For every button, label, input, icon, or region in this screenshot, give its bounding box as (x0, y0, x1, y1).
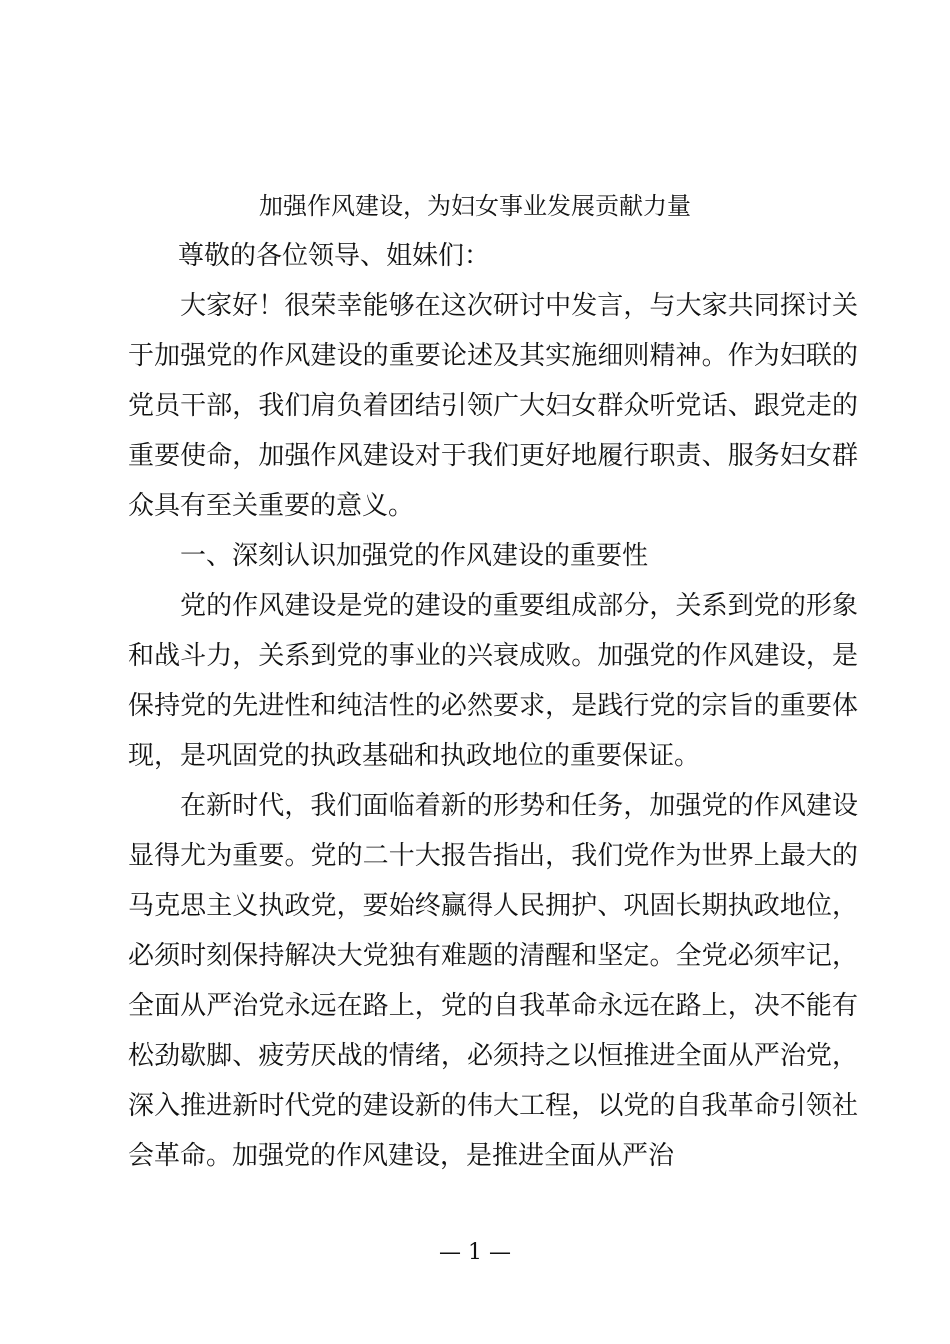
paragraph-importance: 党的作风建设是党的建设的重要组成部分，关系到党的形象和战斗力，关系到党的事业的兴衰成败。加强党的作风建设，是保持党的先进性和纯洁性的必然要求，是践行党的宗旨的重要体现，是巩固党的执政基础和执政地位的重要保证。 (128, 591, 858, 771)
salutation: 尊敬的各位领导、姐妹们： (178, 241, 491, 271)
section-heading-1: 一、深刻认识加强党的作风建设的重要性 (180, 541, 649, 571)
paragraph-new-era: 在新时代，我们面临着新的形势和任务，加强党的作风建设显得尤为重要。党的二十大报告指出，我们党作为世界上最大的马克思主义执政党，要始终赢得人民拥护、巩固长期执政地位，必须时刻保持解决大党独有难题的清醒和坚定。全党必须牢记，全面从严治党永远在路上，党的自我革命永远在路上，决不能有松劲歇脚、疲劳厌战的情绪，必须持之以恒推进全面从严治党，深入推进新时代党的建设新的伟大工程，以党的自我革命引领社会革命。加强党的作风建设，是推进全面从严治 (128, 791, 858, 1171)
page-number: — 1 — (439, 1240, 511, 1265)
document-title: 加强作风建设，为妇女事业发展贡献力量 (259, 192, 691, 220)
paragraph-greeting: 大家好！很荣幸能够在这次研讨中发言，与大家共同探讨关于加强党的作风建设的重要论述及其实施细则精神。作为妇联的党员干部，我们肩负着团结引领广大妇女群众听党话、跟党走的重要使命，加强作风建设对于我们更好地履行职责、服务妇女群众具有至关重要的意义。 (128, 291, 858, 521)
document-body (128, 281, 858, 1181)
